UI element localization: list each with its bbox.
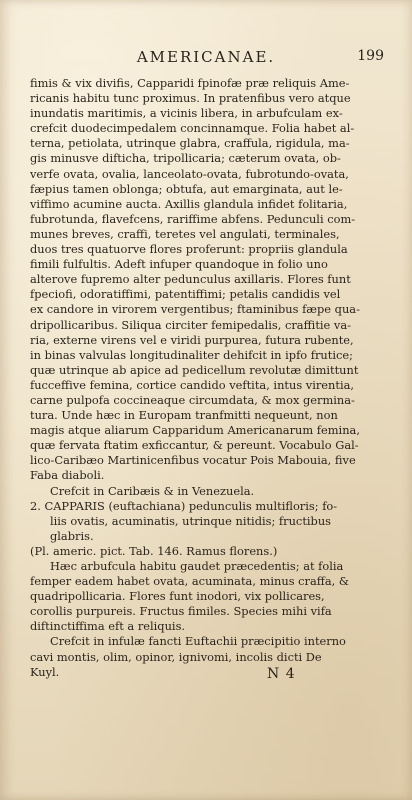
text-line: glabris. <box>50 528 94 543</box>
habitat-line: Crefcit in Caribæis & in Venezuela. <box>50 483 255 498</box>
text-line: crefcit duodecimpedalem concinnamque. Folia habet al- <box>30 121 355 136</box>
text-line: quadripollicaria. Flores funt inodori, vix pollicares, <box>30 589 325 604</box>
text-line: corollis purpureis. Fructus fimiles. Species mihi vifa <box>30 604 332 619</box>
text-line: duos tres quatuorve flores proferunt: propriis glandula <box>30 242 348 257</box>
text-line: quæ fervata ftatim exficcantur, & pereunt. Vocabulo Gal- <box>30 438 359 453</box>
text-line: dripollicaribus. Siliqua circiter femipedalis, craffitie va- <box>30 317 351 332</box>
text-line: Kuyl. <box>30 664 60 679</box>
text-line: femper eadem habet ovata, acuminata, minus craffa, & <box>30 574 350 589</box>
text-line: Faba diaboli. <box>30 468 105 483</box>
text-line: munes breves, craffi, teretes vel angulati, terminales, <box>30 226 340 241</box>
plate-reference: (Pl. americ. pict. Tab. 146. Ramus florens.) <box>30 543 278 558</box>
text-line: gis minusve difticha, tripollicaria; cæterum ovata, ob- <box>30 151 341 166</box>
text-line: fæpius tamen oblonga; obtufa, aut emarginata, aut le- <box>30 181 343 196</box>
text-line: lico-Caribæo Martinicenfibus vocatur Pois Mabouia, five <box>30 453 356 468</box>
text-line: in binas valvulas longitudinaliter dehifcit in ipfo frutice; <box>30 347 353 362</box>
text-line: fimis & vix divifis, Capparidi fpinofæ præ reliquis Ame- <box>30 76 350 90</box>
text-line: tura. Unde hæc in Europam tranfmitti nequeunt, non <box>30 408 338 423</box>
running-head: AMERICANAE. <box>136 48 276 66</box>
text-line: ria, externe virens vel e viridi purpurea, futura rubente, <box>30 332 354 347</box>
page-header <box>0 48 412 68</box>
text-line: liis ovatis, acuminatis, utrinque nitidis; fructibus <box>50 513 332 528</box>
text-line: fucceffive femina, cortice candido veftita, intus virentia, <box>30 377 355 392</box>
page-number: 199 <box>357 48 384 64</box>
text-line: quæ utrinque ab apice ad pedicellum revolutæ dimittunt <box>30 362 359 377</box>
text-line: alterove fupremo alter pedunculus axillaris. Flores funt <box>30 272 351 287</box>
text-line: magis atque aliarum Capparidum Americanarum femina, <box>30 423 360 438</box>
text-line: inundatis maritimis, a vicinis libera, in arbufculam ex- <box>30 106 343 121</box>
paragraph-habitat <box>30 634 386 679</box>
text-line: terna, petiolata, utrinque glabra, craffula, rigidula, ma- <box>30 136 350 151</box>
species-heading <box>30 499 386 544</box>
text-line: carne pulpofa coccineaque circumdata, & mox germina- <box>30 392 355 407</box>
text-line: viffimo acumine aucta. Axillis glandula infidet folitaria, <box>30 196 348 211</box>
text-line: fimili fulfultis. Adeft infuper quandoque in folio uno <box>30 257 328 272</box>
paragraph-species-description <box>30 559 386 634</box>
text-line: Hæc arbufcula habitu gaudet præcedentis; at folia <box>50 559 344 573</box>
text-line: cavi montis, olim, opinor, ignivomi, incolis dicti De <box>30 649 322 664</box>
text-line: diftinctiffima eft a reliquis. <box>30 619 186 634</box>
signature-mark: N 4 <box>267 666 296 682</box>
text-line: ex candore in virorem vergentibus; ftaminibus fæpe qua- <box>30 302 360 317</box>
text-line: Crefcit in infulæ fancti Euftachii præcipitio interno <box>50 634 346 649</box>
page-body <box>30 76 386 680</box>
text-line: ricanis habitu tunc proximus. In pratenfibus vero atque <box>30 91 351 106</box>
paragraph-description <box>30 76 386 484</box>
text-line: fpeciofi, odoratiffimi, patentiffimi; petalis candidis vel <box>30 287 341 302</box>
text-line: verfe ovata, ovalia, lanceolato-ovata, fubrotundo-ovata, <box>30 166 349 181</box>
text-line: 2. CAPPARIS (euftachiana) pedunculis multifloris; fo- <box>30 498 338 513</box>
text-line: fubrotunda, flavefcens, rariffime abfens. Pedunculi com- <box>30 211 356 226</box>
